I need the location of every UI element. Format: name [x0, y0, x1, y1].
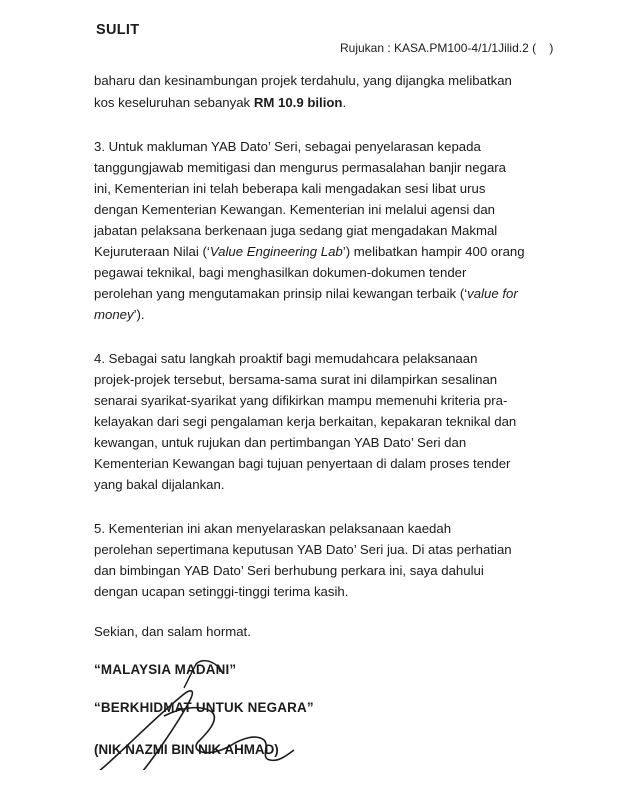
para5-line: 5. Kementerian ini akan menyelaraskan pelaksanaan kaedah — [94, 521, 452, 536]
total-cost: RM 10.9 bilion — [253, 95, 343, 110]
reference-number: Rujukan : KASA.PM100-4/1/1Jilid.2 ( ) — [340, 41, 554, 55]
closing-salutation: Sekian, dan salam hormat. — [94, 624, 251, 639]
para4-line: projek-projek tersebut, bersama-sama surat ini dilampirkan sesalinan — [94, 372, 498, 387]
para3-line: jabatan pelaksana berkenaan juga sedang giat mengadakan Makmal — [94, 223, 498, 238]
para5-line: dan bimbingan YAB Dato’ Seri berhubung perkara ini, saya dahului — [94, 563, 484, 578]
para3-line: perolehan yang mengutamakan prinsip nilai kewangan terbaik (‘value for — [94, 286, 518, 301]
intro-line: kos keseluruhan sebanyak RM 10.9 bilion. — [94, 95, 347, 110]
para3-line: money’). — [94, 307, 145, 322]
slogan-berkhidmat: “BERKHIDMAT UNTUK NEGARA” — [94, 700, 314, 715]
para4-line: senarai syarikat-syarikat yang difikirkan mampu memenuhi kriteria pra- — [94, 393, 508, 408]
slogan-malaysia-madani: “MALAYSIA MADANI” — [94, 662, 237, 677]
para4-line: 4. Sebagai satu langkah proaktif bagi memudahcara pelaksanaan — [94, 351, 478, 366]
para3-line: 3. Untuk makluman YAB Dato’ Seri, sebagai penyelarasan kepada — [94, 139, 481, 154]
para5-line: perolehan sepertimana keputusan YAB Dato’ Seri jua. Di atas perhatian — [94, 542, 512, 557]
signatory-name: (NIK NAZMI BIN NIK AHMAD) — [94, 742, 279, 757]
para3-line: ini, Kementerian ini telah beberapa kali mengadakan sesi libat urus — [94, 181, 486, 196]
para5-line: dengan ucapan setinggi-tinggi terima kasih. — [94, 584, 349, 599]
classification-label: SULIT — [96, 22, 140, 38]
intro-line: baharu dan kesinambungan projek terdahulu, yang dijangka melibatkan — [94, 73, 512, 88]
para3-line: tanggungjawab memitigasi dan mengurus permasalahan banjir negara — [94, 160, 506, 175]
para3-line: pegawai teknikal, bagi menghasilkan dokumen-dokumen tender — [94, 265, 467, 280]
para4-line: Kementerian Kewangan bagi tujuan penyertaan di dalam proses tender — [94, 456, 511, 471]
para4-line: kelayakan dari segi pengalaman kerja berkaitan, kepakaran teknikal dan — [94, 414, 517, 429]
para4-line: yang bakal dijalankan. — [94, 477, 225, 492]
para3-line: Kejuruteraan Nilai (‘Value Engineering Lab’) melibatkan hampir 400 orang — [94, 244, 525, 259]
para4-line: kewangan, untuk rujukan dan pertimbangan YAB Dato’ Seri dan — [94, 435, 467, 450]
para3-line: dengan Kementerian Kewangan. Kementerian ini melalui agensi dan — [94, 202, 496, 217]
